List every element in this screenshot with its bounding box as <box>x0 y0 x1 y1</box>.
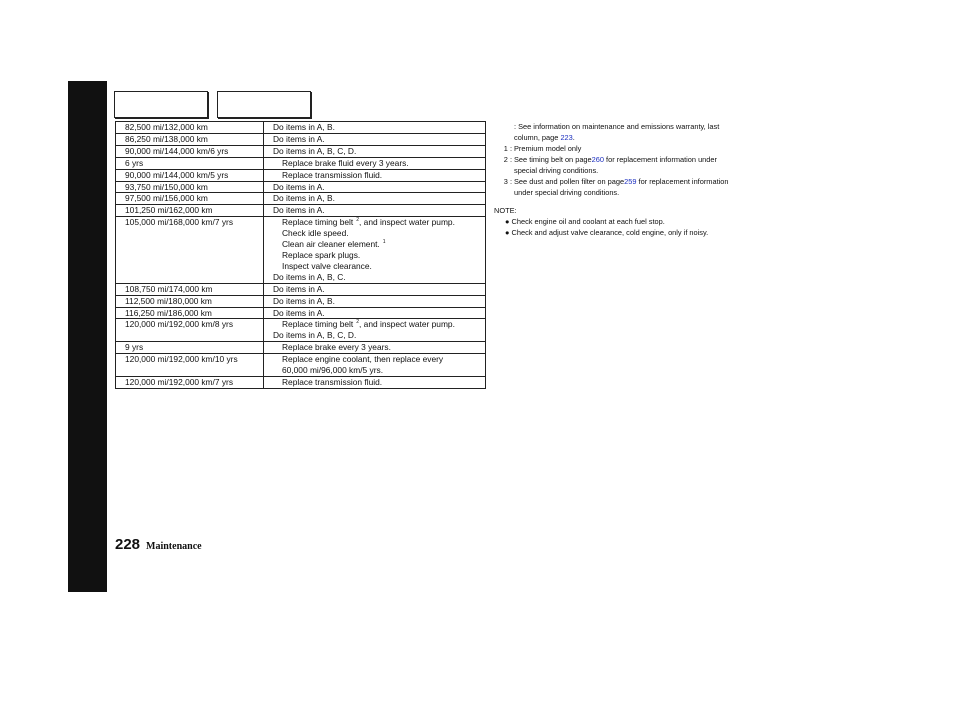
service-text: Clean air cleaner element. <box>282 239 380 250</box>
footnote-text: column, page 223. <box>514 133 575 142</box>
footnote-text: under special driving conditions. <box>514 188 620 197</box>
interval-cell: 120,000 mi/192,000 km/8 yrs <box>116 319 264 342</box>
section-title: Maintenance <box>146 541 202 552</box>
interval-cell: 90,000 mi/144,000 km/6 yrs <box>116 145 264 157</box>
service-line: Inspect valve clearance. <box>282 260 372 271</box>
footnote-marker: 3 : <box>503 177 512 186</box>
service-line: Replace engine coolant, then replace every <box>282 354 444 365</box>
note-heading: NOTE: <box>494 206 517 215</box>
interval-cell: 97,500 mi/156,000 km <box>116 193 264 205</box>
interval-cell: 9 yrs <box>116 342 264 354</box>
service-text: Replace timing belt <box>282 217 354 228</box>
service-line: Replace spark plugs. <box>282 249 361 260</box>
service-line: Replace brake every 3 years. <box>282 342 391 353</box>
footnote-text: special driving conditions. <box>514 166 599 175</box>
interval-cell: 82,500 mi/132,000 km <box>116 122 264 134</box>
table-row <box>116 342 486 354</box>
footnote-text: : See information on maintenance and emissions warranty, last <box>514 122 720 131</box>
interval-cell: 101,250 mi/162,000 km <box>116 205 264 217</box>
interval-cell: 120,000 mi/192,000 km/7 yrs <box>116 376 264 388</box>
table-row <box>116 217 486 283</box>
footnotes-panel <box>494 121 794 238</box>
header-box-left <box>114 91 208 118</box>
service-cell: Do items in A, B. <box>264 122 486 134</box>
service-cell: Do items in A, B, C, D. <box>264 145 486 157</box>
footnote-marker: 2 : <box>503 155 512 164</box>
service-cell <box>264 217 486 283</box>
service-text: Replace timing belt <box>282 319 354 330</box>
bullet-icon: ● <box>505 217 510 226</box>
service-line: Replace transmission fluid. <box>282 376 383 387</box>
service-cell: Do items in A. <box>264 181 486 193</box>
service-text: , and inspect water pump. <box>359 319 455 330</box>
interval-cell: 108,750 mi/174,000 km <box>116 283 264 295</box>
table-row <box>116 283 486 295</box>
table-row <box>116 354 486 377</box>
bullet-icon: ● <box>505 228 510 237</box>
footnote-1 <box>494 143 794 154</box>
table-row <box>116 319 486 342</box>
service-cell: Do items in A, B. <box>264 193 486 205</box>
service-text: , and inspect water pump. <box>359 217 455 228</box>
page-footer <box>115 536 202 554</box>
interval-cell: 6 yrs <box>116 157 264 169</box>
service-cell: Do items in A. <box>264 283 486 295</box>
footnote-2 <box>494 154 794 176</box>
footnote-warranty <box>494 121 794 143</box>
interval-cell: 105,000 mi/168,000 km/7 yrs <box>116 217 264 283</box>
table-row <box>116 122 486 134</box>
service-line: 60,000 mi/96,000 km/5 yrs. <box>282 365 384 376</box>
service-line: Do items in A, B, C, D. <box>273 330 357 341</box>
note-item: ● Check engine oil and coolant at each fuel stop. <box>505 217 665 226</box>
table-row <box>116 376 486 388</box>
table-row <box>116 193 486 205</box>
interval-cell: 116,250 mi/186,000 km <box>116 307 264 319</box>
table-row <box>116 157 486 169</box>
note-item: ● Check and adjust valve clearance, cold engine, only if noisy. <box>505 228 709 237</box>
table-row <box>116 295 486 307</box>
footnote-text: See dust and pollen filter on page259 for replacement information <box>514 177 729 186</box>
service-line <box>273 217 485 228</box>
interval-cell: 120,000 mi/192,000 km/10 yrs <box>116 354 264 377</box>
service-cell <box>264 319 486 342</box>
service-cell <box>264 342 486 354</box>
footnote-3 <box>494 176 794 198</box>
maintenance-schedule-table <box>115 121 486 389</box>
service-cell <box>264 376 486 388</box>
table-row <box>116 145 486 157</box>
service-line: Check idle speed. <box>282 228 349 239</box>
table-row <box>116 181 486 193</box>
page-link[interactable]: 259 <box>624 177 637 186</box>
service-cell: Do items in A, B. <box>264 295 486 307</box>
service-cell: Do items in A. <box>264 205 486 217</box>
table-row <box>116 169 486 181</box>
footnote-ref: 2 <box>356 217 360 224</box>
interval-cell: 93,750 mi/150,000 km <box>116 181 264 193</box>
service-cell: Do items in A. <box>264 133 486 145</box>
section-sidebar-bar <box>68 81 107 592</box>
service-line: Replace transmission fluid. <box>282 169 383 180</box>
footnote-text: See timing belt on page260 for replacement information under <box>514 155 717 164</box>
service-line: Do items in A, B, C. <box>273 271 346 282</box>
table-row <box>116 205 486 217</box>
service-line <box>273 319 485 330</box>
interval-cell: 86,250 mi/138,000 km <box>116 133 264 145</box>
service-line: Replace brake fluid every 3 years. <box>282 157 409 168</box>
page-link[interactable]: 260 <box>591 155 604 164</box>
service-cell: Do items in A. <box>264 307 486 319</box>
page-number: 228 <box>115 536 141 553</box>
service-cell <box>264 354 486 377</box>
footnote-marker: 1 : <box>503 144 512 153</box>
interval-cell: 112,500 mi/180,000 km <box>116 295 264 307</box>
header-box-right <box>217 91 311 118</box>
interval-cell: 90,000 mi/144,000 km/5 yrs <box>116 169 264 181</box>
footnote-ref: 2 <box>356 319 360 326</box>
footnote-ref: 1 <box>382 239 386 246</box>
service-cell <box>264 169 486 181</box>
service-line <box>273 239 485 250</box>
table-row <box>116 307 486 319</box>
page-link[interactable]: 223 <box>560 133 573 142</box>
table-row <box>116 133 486 145</box>
service-cell <box>264 157 486 169</box>
footnote-text: Premium model only <box>514 144 582 153</box>
